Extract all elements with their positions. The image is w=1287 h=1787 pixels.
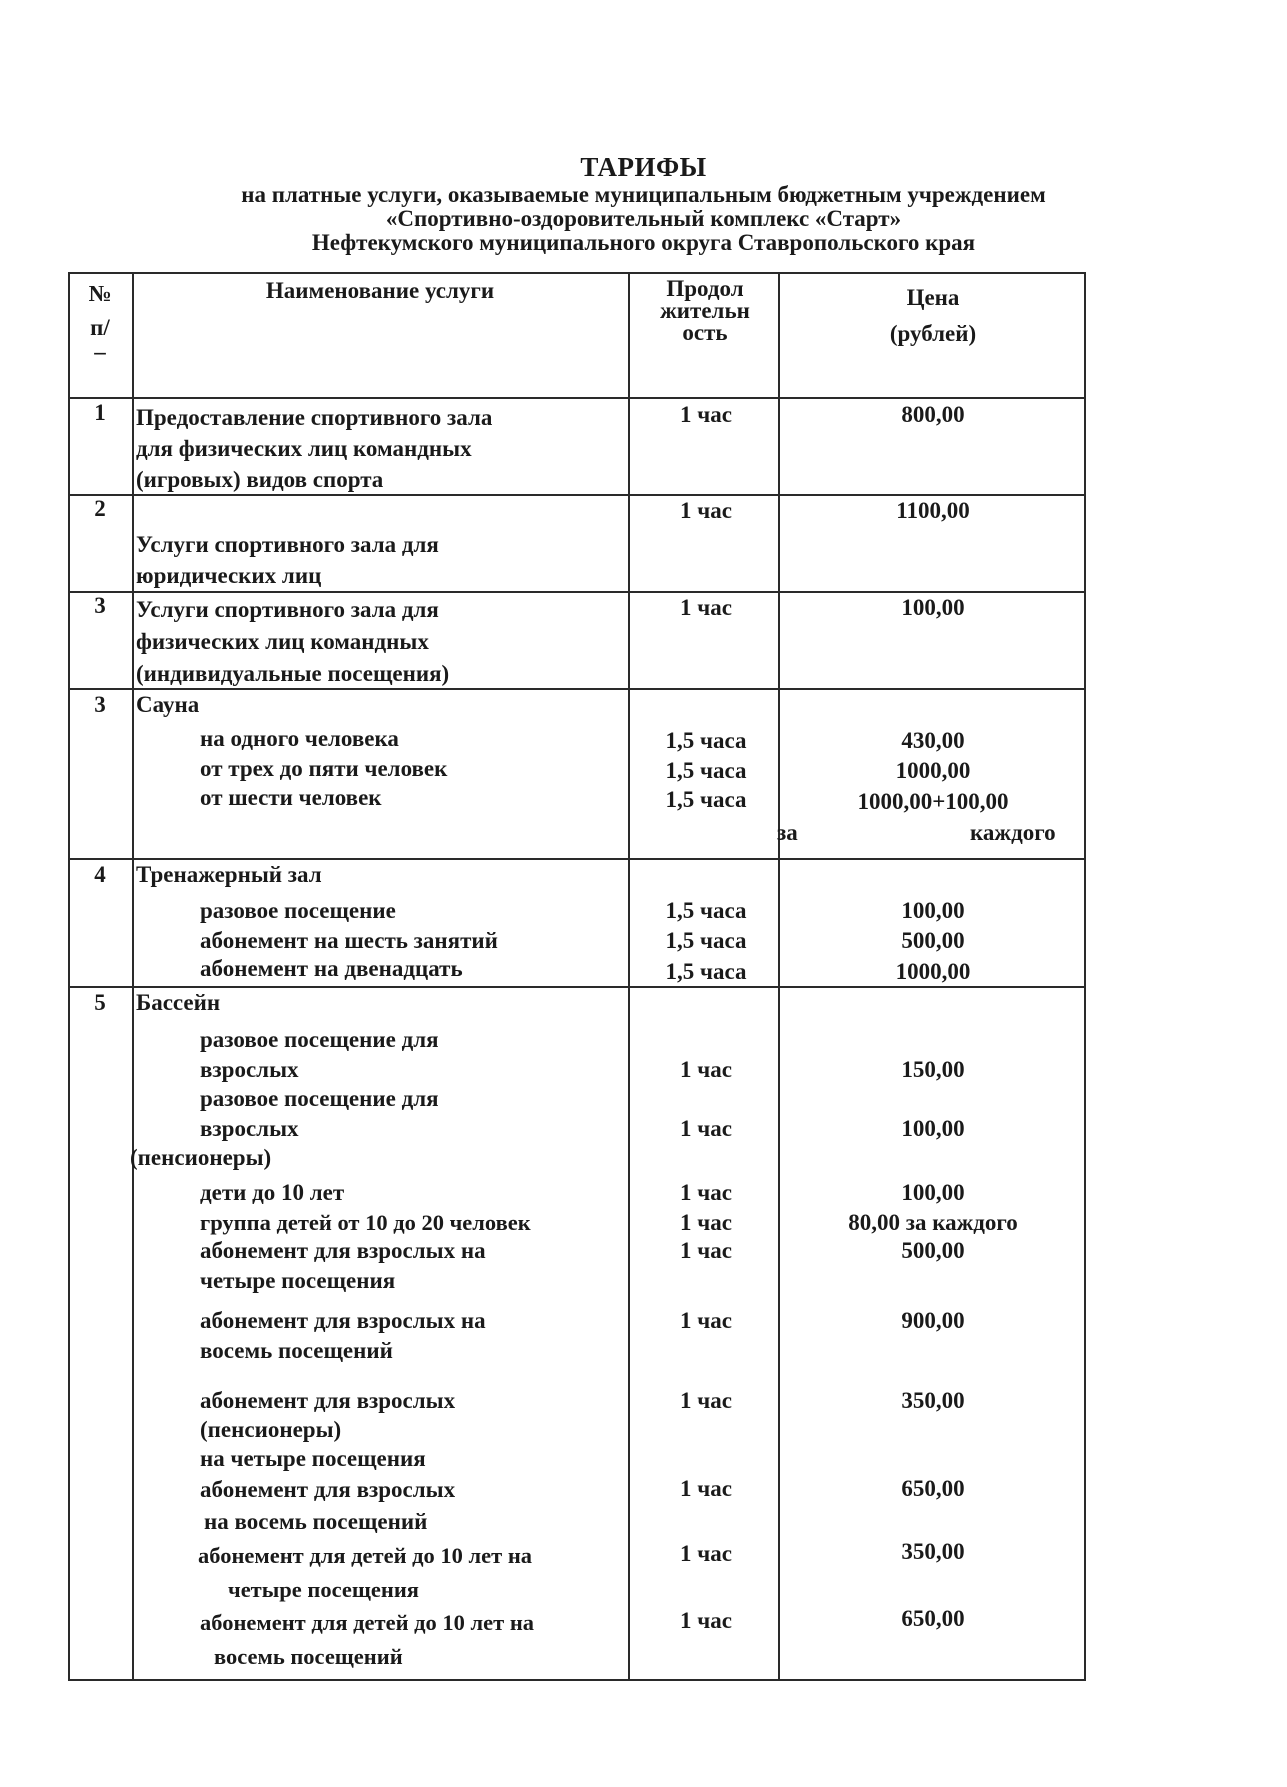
row-pool-num: 5 (94, 990, 106, 1015)
pool-item-duration: 1 час (680, 1608, 732, 1633)
sauna-price-note-right: каждого (970, 820, 1056, 845)
row-3-duration: 1 час (680, 595, 732, 620)
sauna-item-label: на одного человека (200, 726, 399, 751)
table-border-bottom (68, 1679, 1086, 1681)
pool-item-label: абонемент для взрослых на четыре посещения (200, 1238, 486, 1293)
pool-item-duration: 1 час (680, 1308, 732, 1333)
header-duration: Продол жительн ость (660, 276, 750, 345)
row-sauna-num: 3 (94, 692, 106, 717)
pool-item-duration: 1 час (680, 1116, 732, 1141)
pool-item-price: 100,00 (901, 1180, 965, 1205)
pool-item-price: 350,00 (901, 1539, 965, 1564)
sauna-item-duration: 1,5 часа (665, 728, 747, 753)
row-1-duration: 1 час (680, 402, 732, 427)
pool-item-label: разовое посещение для взрослых (200, 1027, 439, 1082)
gym-item-price: 500,00 (901, 928, 965, 953)
pool-item-duration: 1 час (680, 1210, 732, 1235)
row-1-num: 1 (94, 400, 106, 425)
row-2-price: 1100,00 (896, 498, 970, 523)
header-price: Цена (рублей) (889, 285, 977, 346)
table-border-top (68, 272, 1086, 274)
row-3-price: 100,00 (901, 595, 965, 620)
gym-item-label: абонемент на двенадцать (200, 956, 463, 981)
row-3-name: Услуги спортивного зала для физических лиц командных (индивидуальные посещения) (136, 597, 450, 686)
row-3-num: 3 (94, 593, 106, 618)
pool-item-price: 80,00 за каждого (848, 1210, 1018, 1235)
pool-item-label: абонемент для детей до 10 лет на четыре посещения (198, 1543, 533, 1602)
pool-item-label: разовое посещение для взрослых (200, 1086, 439, 1141)
row-pool-name: Бассейн (136, 990, 221, 1015)
row-2-num: 2 (94, 496, 106, 521)
subtitle-line-3: Нефтекумского муниципального округа Ставропольского края (311, 230, 976, 255)
gym-item-duration: 1,5 часа (665, 898, 747, 923)
pool-item-label: абонемент для взрослых на восемь посещений (200, 1308, 486, 1363)
pool-item-label: абонемент для взрослых на восемь посещений (200, 1477, 456, 1534)
pool-item-label: группа детей от 10 до 20 человек (200, 1210, 531, 1235)
pool-item-duration: 1 час (680, 1388, 732, 1413)
table-border-right (1084, 272, 1086, 1680)
row-gym-name: Тренажерный зал (136, 862, 322, 887)
pool-item-label-extra: (пенсионеры) (130, 1145, 272, 1170)
table-col-divider (628, 272, 630, 1680)
table-border-left (68, 272, 70, 1680)
sauna-item-label: от трех до пяти человек (200, 756, 448, 781)
table-row-divider (68, 397, 1086, 399)
sauna-item-price: 1000,00 (895, 758, 971, 783)
sauna-price-note-left: за (777, 820, 798, 845)
sauna-item-duration: 1,5 часа (665, 758, 747, 783)
pool-item-price: 100,00 (901, 1116, 965, 1141)
pool-item-price: 650,00 (901, 1606, 965, 1631)
pool-item-price: 150,00 (901, 1057, 965, 1082)
gym-item-duration: 1,5 часа (665, 959, 747, 984)
pool-item-price: 650,00 (901, 1476, 965, 1501)
sauna-item-price: 1000,00+100,00 (857, 789, 1009, 814)
pool-item-label: дети до 10 лет (200, 1180, 345, 1205)
document-title: ТАРИФЫ (580, 152, 707, 182)
header-service-name: Наименование услуги (265, 278, 495, 303)
subtitle-line-2: «Спортивно-оздоровительный комплекс «Старт» (385, 206, 902, 231)
row-sauna-name: Сауна (136, 692, 200, 717)
pool-item-duration: 1 час (680, 1057, 732, 1082)
pool-item-label: абонемент для взрослых (пенсионеры) на четыре посещения (200, 1388, 456, 1471)
row-2-duration: 1 час (680, 498, 732, 523)
sauna-item-price: 430,00 (901, 728, 965, 753)
row-gym-num: 4 (94, 862, 106, 887)
gym-item-label: разовое посещение (200, 898, 396, 923)
row-1-name: Предоставление спортивного зала для физических лиц командных (игровых) видов спорта (136, 405, 493, 492)
row-1-price: 800,00 (901, 402, 965, 427)
pool-item-duration: 1 час (680, 1180, 732, 1205)
sauna-item-duration: 1,5 часа (665, 787, 747, 812)
pool-item-duration: 1 час (680, 1541, 732, 1566)
pool-item-price: 900,00 (901, 1308, 965, 1333)
gym-item-price: 100,00 (901, 898, 965, 923)
gym-item-label: абонемент на шесть занятий (200, 928, 498, 953)
gym-item-duration: 1,5 часа (665, 928, 747, 953)
header-num: № п/ – (88, 281, 112, 364)
table-col-divider (132, 272, 134, 1680)
pool-item-price: 500,00 (901, 1238, 965, 1263)
pool-item-duration: 1 час (680, 1238, 732, 1263)
pool-item-duration: 1 час (680, 1476, 732, 1501)
pool-item-label: абонемент для детей до 10 лет на восемь посещений (200, 1610, 535, 1669)
pool-item-price: 350,00 (901, 1388, 965, 1413)
subtitle-line-1: на платные услуги, оказываемые муниципальным бюджетным учреждением (241, 182, 1046, 207)
sauna-item-label: от шести человек (200, 785, 382, 810)
gym-item-price: 1000,00 (895, 959, 971, 984)
row-2-name: Услуги спортивного зала для юридических лиц (136, 532, 439, 588)
